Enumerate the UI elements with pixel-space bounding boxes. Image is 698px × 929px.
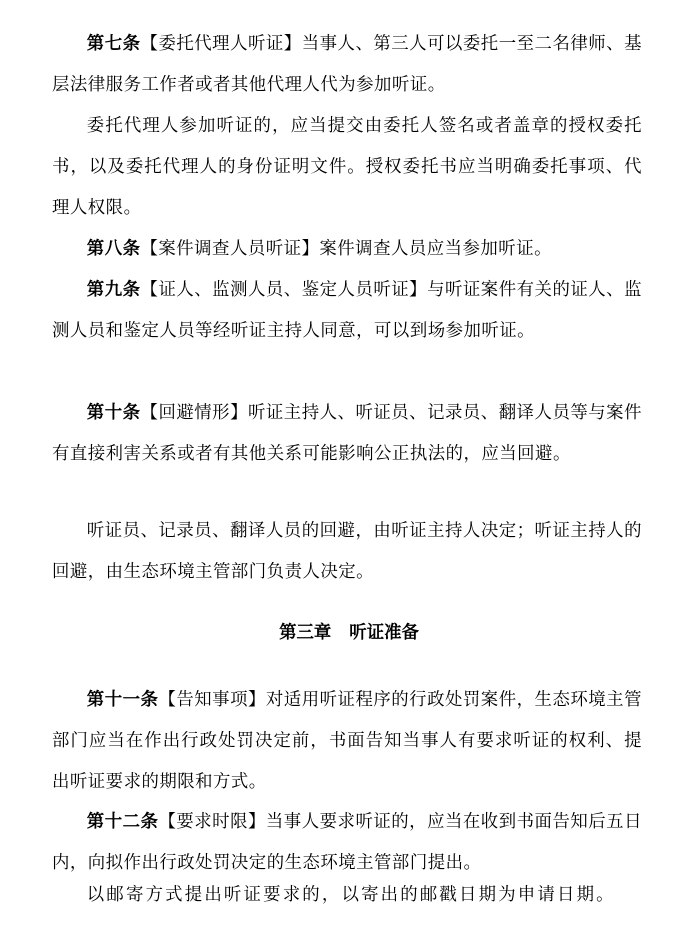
- article-12-paragraph-2: [52, 875, 642, 916]
- paragraph-text: 听证员、记录员、翻译人员的回避，由听证主持人决定；听证主持人的回避，由生态环境主管部门负责人决定。: [52, 521, 642, 582]
- article-text: 【证人、监测人员、鉴定人员听证】与听证案件有关的证人、监测人员和鉴定人员等经听证主持人同意，可以到场参加听证。: [52, 280, 642, 341]
- article-text: 【要求时限】当事人要求听证的，应当在收到书面告知后五日内，向拟作出行政处罚决定的生态环境主管部门提出。: [52, 812, 642, 873]
- article-number: 第十一条: [86, 690, 159, 710]
- chapter-heading: [0, 618, 698, 648]
- article-11-paragraph: [52, 680, 642, 803]
- chapter-number: 第三章: [279, 623, 332, 643]
- article-number: 第十二条: [86, 812, 159, 832]
- article-text: 【委托代理人听证】当事人、第三人可以委托一至二名律师、基层法律服务工作者或者其他代理人代为参加听证。: [52, 34, 642, 95]
- article-number: 第八条: [86, 239, 141, 259]
- article-number: 第七条: [86, 34, 141, 54]
- article-7-paragraph-2: [52, 106, 642, 229]
- article-text: 【回避情形】听证主持人、听证员、记录员、翻译人员等与案件有直接利害关系或者有其他关系可能影响公正执法的，应当回避。: [52, 403, 642, 464]
- article-10-paragraph-2: [52, 511, 642, 593]
- article-number: 第十条: [86, 403, 141, 423]
- paragraph-text: 以邮寄方式提出听证要求的，以寄出的邮戳日期为申请日期。: [86, 885, 616, 905]
- article-10-paragraph: [52, 393, 642, 475]
- article-8-paragraph: [52, 229, 642, 270]
- article-number: 第九条: [86, 280, 141, 300]
- article-text: 【告知事项】对适用听证程序的行政处罚案件，生态环境主管部门应当在作出行政处罚决定前，书面告知当事人有要求听证的权利、提出听证要求的期限和方式。: [52, 690, 642, 792]
- article-7-paragraph: [52, 24, 642, 106]
- article-9-paragraph: [52, 270, 642, 352]
- paragraph-text: 委托代理人参加听证的，应当提交由委托人签名或者盖章的授权委托书，以及委托代理人的身份证明文件。授权委托书应当明确委托事项、代理人权限。: [52, 116, 642, 218]
- article-12-paragraph: [52, 802, 642, 884]
- article-text: 【案件调查人员听证】案件调查人员应当参加听证。: [140, 239, 552, 259]
- chapter-title: 听证准备: [349, 623, 419, 643]
